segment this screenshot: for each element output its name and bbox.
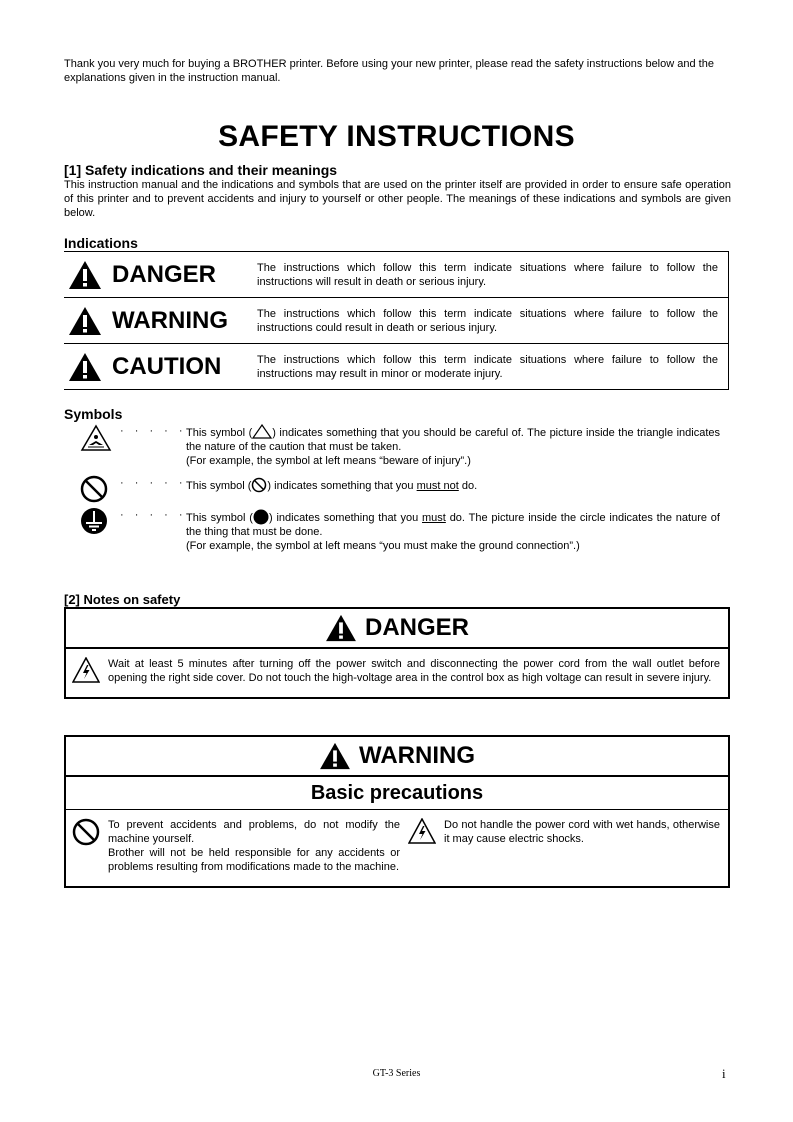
danger-box-title: DANGER bbox=[364, 614, 469, 641]
warning-triangle-icon bbox=[319, 742, 351, 770]
warning-box-title: WARNING bbox=[359, 742, 475, 769]
caution-symbol-description: This symbol ( ) indicates something that you should be careful of. The picture inside the triangle indicates the nature of the caution that must be taken. (For example, the symbol at left means “beware of injury”.) bbox=[186, 424, 720, 468]
warning-triangle-icon bbox=[68, 306, 102, 336]
indication-row-warning bbox=[64, 298, 728, 344]
indication-row-caution bbox=[64, 344, 728, 389]
warning-modify-text: To prevent accidents and problems, do not modify the machine yourself. Brother will not be held responsible for any accidents or problems resulting from modifications made to the machine. bbox=[108, 819, 400, 873]
warning-triangle-icon bbox=[68, 352, 102, 382]
prohibition-inline-icon bbox=[251, 477, 267, 493]
warning-triangle-icon bbox=[325, 614, 357, 642]
page-number: i bbox=[722, 1066, 726, 1081]
symbol-leader-dots: · · · · · bbox=[120, 425, 187, 437]
prohibition-symbol-description: This symbol ( ) indicates something that you must not do. bbox=[186, 477, 720, 493]
prohibition-icon bbox=[80, 475, 108, 503]
warning-triangle-icon bbox=[68, 260, 102, 290]
page-title: SAFETY INSTRUCTIONS bbox=[218, 120, 575, 153]
indication-label: CAUTION bbox=[112, 352, 222, 380]
indication-label: DANGER bbox=[112, 260, 217, 288]
electric-shock-icon bbox=[408, 818, 436, 844]
section1-heading: [1] Safety indications and their meanings bbox=[64, 162, 338, 178]
section2-heading: [2] Notes on safety bbox=[64, 592, 181, 607]
warning-box-subtitle: Basic precautions bbox=[66, 777, 728, 810]
caution-injury-icon bbox=[80, 424, 112, 452]
indication-description: The instructions which follow this term indicate situations where failure to follow the instructions could result in death or serious injury. bbox=[257, 307, 718, 334]
indication-description: The instructions which follow this term indicate situations where failure to follow the instructions may result in minor or moderate injury. bbox=[257, 353, 718, 380]
symbol-leader-dots: · · · · · bbox=[120, 509, 187, 521]
symbol-leader-dots: · · · · · bbox=[120, 477, 187, 489]
ground-connection-icon bbox=[80, 507, 108, 535]
warning-wet-hands-text: Do not handle the power cord with wet hands, otherwise it may cause electric shocks. bbox=[444, 819, 720, 845]
indications-table bbox=[64, 251, 729, 390]
caution-triangle-inline-icon bbox=[252, 424, 272, 439]
indication-row-danger bbox=[64, 252, 728, 298]
prohibition-icon bbox=[72, 818, 100, 846]
indications-heading: Indications bbox=[64, 235, 138, 251]
mandatory-inline-icon bbox=[253, 509, 269, 525]
danger-notice-box bbox=[64, 607, 730, 699]
danger-box-text: Wait at least 5 minutes after turning off the power switch and disconnecting the power cord from the wall outlet before opening the right side cover. Do not touch the high-voltage area in the control box as high voltage can result in severe injury. bbox=[108, 658, 720, 684]
indication-label: WARNING bbox=[112, 306, 228, 334]
warning-notice-box bbox=[64, 735, 730, 888]
section1-body: This instruction manual and the indications and symbols that are used on the printer itself are provided in order to ensure safe operation of this printer and to prevent accidents and injury to yourself or other people. The meanings of these indications and symbols are given below. bbox=[64, 179, 731, 219]
symbols-heading: Symbols bbox=[64, 406, 123, 422]
intro-paragraph: Thank you very much for buying a BROTHER printer. Before using your new printer, please read the safety instructions below and the explanations given in the instruction manual. bbox=[64, 58, 714, 84]
footer-series: GT-3 Series bbox=[372, 1068, 421, 1079]
mandatory-symbol-description: This symbol ( ) indicates something that you must do. The picture inside the circle indicates the nature of the thing that must be done. (For example, the symbol at left means “you must make the ground connection”.) bbox=[186, 509, 720, 553]
indication-description: The instructions which follow this term indicate situations where failure to follow the instructions will result in death or serious injury. bbox=[257, 261, 718, 288]
electric-shock-icon bbox=[72, 657, 100, 683]
